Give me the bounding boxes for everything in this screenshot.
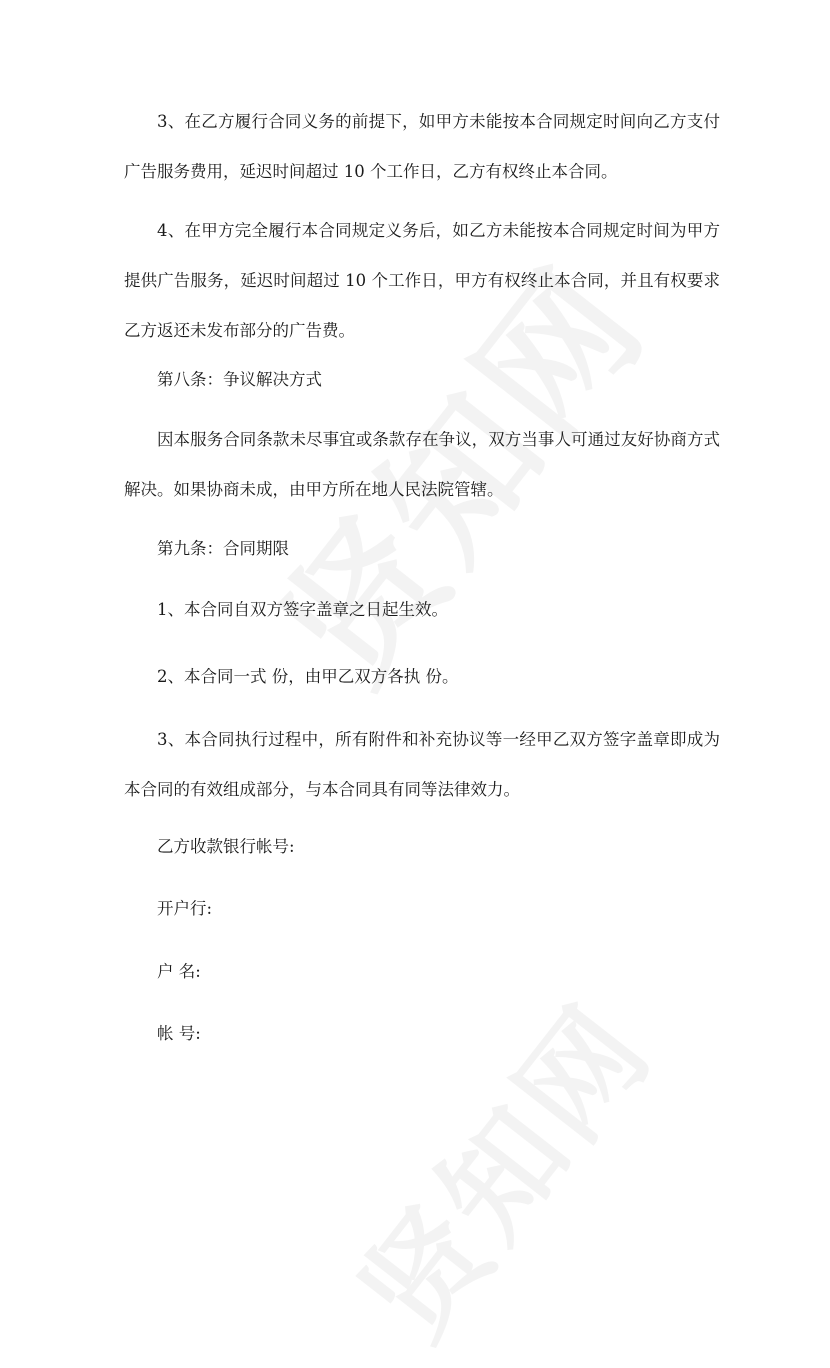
clause-4-termination-by-party-a: 4、在甲方完全履行本合同规定义务后，如乙方未能按本合同规定时间为甲方提供广告服务，延迟时间超过 10 个工作日，甲方有权终止本合同，并且有权要求乙方返还未发布部分的广告费。	[124, 221, 720, 340]
term-clause-2: 2、本合同一式 份，由甲乙双方各执 份。	[157, 667, 459, 686]
account-number-label: 帐 号:	[157, 1024, 201, 1043]
term-clause-3: 3、本合同执行过程中，所有附件和补充协议等一经甲乙双方签字盖章即成为本合同的有效组成部分，与本合同具有同等法律效力。	[124, 730, 720, 799]
article-8-heading: 第八条：争议解决方式	[157, 370, 322, 389]
clause-3-termination-by-party-b: 3、在乙方履行合同义务的前提下，如甲方未能按本合同规定时间向乙方支付广告服务费用，延迟时间超过 10 个工作日，乙方有权终止本合同。	[124, 112, 720, 181]
dispute-resolution-text: 因本服务合同条款未尽事宜或条款存在争议，双方当事人可通过友好协商方式解决。如果协商未成，由甲方所在地人民法院管辖。	[124, 430, 720, 499]
opening-bank-label: 开户行:	[157, 899, 213, 918]
article-9-heading: 第九条：合同期限	[157, 539, 289, 558]
term-clause-1: 1、本合同自双方签字盖章之日起生效。	[157, 600, 448, 619]
bank-account-label: 乙方收款银行帐号:	[157, 837, 295, 856]
account-name-label: 户 名:	[157, 962, 201, 981]
